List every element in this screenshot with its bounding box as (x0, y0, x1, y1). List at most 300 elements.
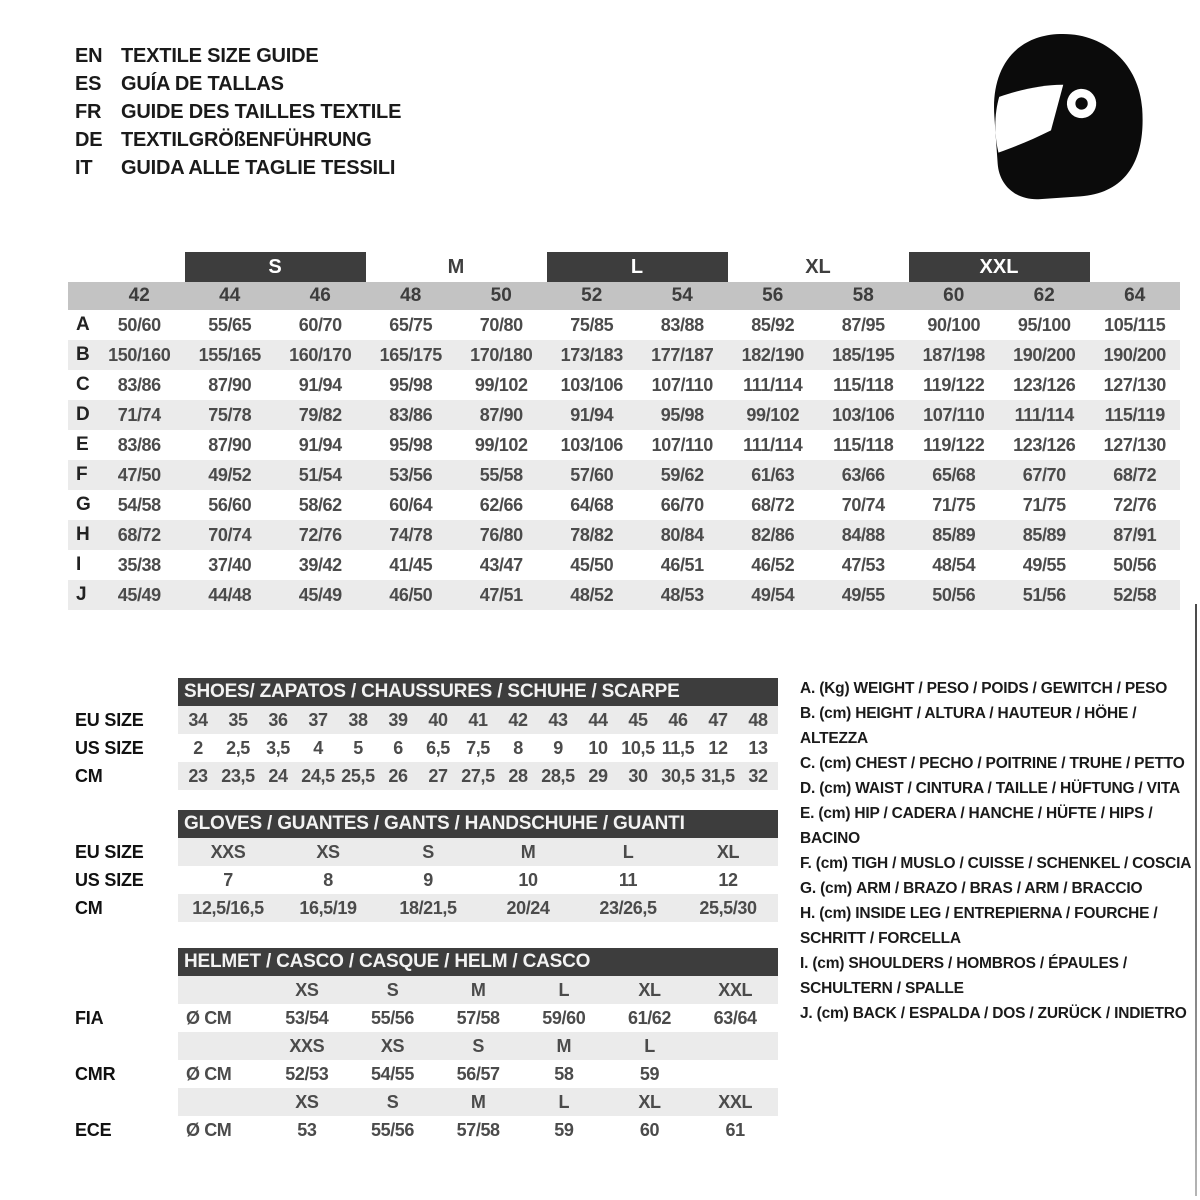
size-cell: 63/66 (841, 464, 885, 485)
row-label: B (76, 344, 90, 365)
size-cell: 45/49 (298, 584, 342, 605)
size-cell: 99/102 (746, 404, 800, 425)
helmet-value-cell: 55/56 (370, 1007, 415, 1028)
size-cell: 46/52 (751, 554, 795, 575)
size-cell: 177/187 (651, 344, 714, 365)
helmet-values-row-ece (178, 1116, 778, 1144)
language-title: GUÍA DE TALLAS (121, 73, 284, 95)
shoes-row-us (178, 734, 778, 762)
measure-row-d (68, 400, 1180, 430)
size-cell: 76/80 (479, 524, 523, 545)
helmet-size-cell: XL (638, 1091, 661, 1112)
size-cell: 68/72 (751, 494, 795, 515)
size-cell: 91/94 (298, 434, 342, 455)
size-cell: 51/54 (298, 464, 342, 485)
helmet-size-cell: M (470, 979, 486, 1000)
size-cell: 91/94 (298, 374, 342, 395)
size-number-cell: 42 (128, 285, 150, 306)
shoes-cell: 30 (628, 765, 648, 786)
legend-unit: (cm) (819, 705, 852, 722)
language-code: EN (75, 45, 103, 67)
diameter-unit-label: Ø CM (186, 1007, 232, 1028)
helmet-values-row-cmr (178, 1060, 778, 1088)
helmet-value-cell: 53/54 (285, 1007, 329, 1028)
legend-key: J. (800, 1005, 813, 1022)
page-edge-line (1195, 604, 1197, 1196)
gloves-table-header: GLOVES / GUANTES / GANTS / HANDSCHUHE / GUANTI (178, 810, 778, 838)
legend-item-j (800, 1001, 1198, 1026)
size-cell: 49/54 (751, 584, 795, 605)
helmet-size-cell: XXL (718, 1091, 753, 1112)
size-cell: 87/90 (208, 374, 252, 395)
size-cell: 87/95 (841, 314, 885, 335)
size-cell: 79/82 (298, 404, 342, 425)
size-cell: 71/75 (932, 494, 976, 515)
size-cell: 75/85 (570, 314, 614, 335)
size-cell: 55/65 (208, 314, 252, 335)
legend-item-h (800, 901, 1198, 951)
shoes-cell: 40 (428, 709, 448, 730)
row-label: E (76, 434, 89, 455)
measure-row-e (68, 430, 1180, 460)
shoes-cell: 31,5 (701, 765, 735, 786)
size-cell: 53/56 (389, 464, 433, 485)
size-cell: 54/58 (117, 494, 161, 515)
shoes-cell: 48 (748, 709, 768, 730)
size-cell: 95/98 (660, 404, 704, 425)
shoes-rows (178, 706, 778, 790)
gloves-row-us (178, 866, 778, 894)
helmet-value-cell: 59/60 (542, 1007, 586, 1028)
size-cell: 80/84 (660, 524, 704, 545)
size-cell: 160/170 (289, 344, 352, 365)
helmet-sizes-row-cmr (178, 1032, 778, 1060)
language-code: FR (75, 101, 102, 123)
size-band-xl: XL (805, 255, 831, 278)
helmet-size-cell: XS (295, 1091, 319, 1112)
row-label-fia: FIA (75, 1007, 104, 1028)
size-cell: 47/50 (117, 464, 161, 485)
legend-unit: (cm) (819, 905, 852, 922)
size-number-cell: 52 (581, 285, 603, 306)
helmet-value-cell: 53 (297, 1119, 317, 1140)
size-cell: 190/200 (1103, 344, 1166, 365)
size-cell: 95/98 (389, 374, 433, 395)
helmet-value-cell: 52/53 (285, 1063, 329, 1084)
helmet-value-cell: 55/56 (370, 1119, 415, 1140)
size-cell: 43/47 (479, 554, 523, 575)
size-cell: 95/100 (1017, 314, 1071, 335)
gloves-cell: XXS (210, 841, 246, 862)
size-cell: 66/70 (660, 494, 704, 515)
size-cell: 48/54 (932, 554, 976, 575)
size-cell: 70/80 (479, 314, 523, 335)
size-cell: 85/89 (932, 524, 976, 545)
row-label-us-size: US SIZE (75, 869, 144, 890)
size-cell: 60/70 (298, 314, 342, 335)
language-title: GUIDE DES TAILLES TEXTILE (121, 101, 402, 123)
size-cell: 165/175 (379, 344, 442, 365)
size-cell: 64/68 (570, 494, 614, 515)
legend-text: WAIST / CINTURA / TAILLE / HÜFTUNG / VITA (855, 780, 1181, 797)
size-cell: 83/86 (117, 434, 161, 455)
gloves-cell: 9 (423, 869, 433, 890)
gloves-cell: 11 (618, 869, 638, 890)
gloves-cell: 10 (518, 869, 538, 890)
shoes-cell: 23 (188, 765, 208, 786)
legend-text: CHEST / PECHO / POITRINE / TRUHE / PETTO (855, 755, 1185, 772)
measure-row-j (68, 580, 1180, 610)
gloves-cell: XS (316, 841, 340, 862)
shoes-cell: 44 (588, 709, 608, 730)
size-cell: 115/119 (1104, 404, 1165, 425)
size-cell: 75/78 (208, 404, 252, 425)
size-cell: 95/98 (389, 434, 433, 455)
helmet-size-cell: S (472, 1035, 484, 1056)
size-cell: 85/89 (1022, 524, 1066, 545)
row-label: F (76, 464, 88, 485)
size-cell: 70/74 (841, 494, 885, 515)
shoes-cell: 4 (313, 737, 323, 758)
gloves-table (178, 810, 778, 922)
shoes-cell: 29 (588, 765, 608, 786)
shoes-cell: 6,5 (426, 737, 450, 758)
size-cell: 68/72 (117, 524, 161, 545)
size-cell: 83/86 (389, 404, 433, 425)
measure-rows (68, 310, 1180, 610)
gloves-cell: 7 (223, 869, 233, 890)
size-cell: 119/122 (923, 434, 985, 455)
diameter-unit-label: Ø CM (186, 1119, 232, 1140)
helmet-value-cell: 61/62 (627, 1007, 672, 1028)
size-cell: 47/53 (841, 554, 885, 575)
size-number-cell: 46 (309, 285, 331, 306)
size-cell: 103/106 (560, 374, 623, 395)
legend-unit: (cm) (812, 955, 845, 972)
legend-item-b (800, 701, 1198, 751)
size-cell: 49/55 (841, 584, 885, 605)
size-cell: 115/118 (833, 374, 894, 395)
size-cell: 82/86 (751, 524, 795, 545)
legend-key: F. (800, 855, 812, 872)
size-cell: 56/60 (208, 494, 252, 515)
shoes-cell: 24,5 (301, 765, 335, 786)
legend-key: H. (800, 905, 816, 922)
legend-unit: (cm) (819, 780, 852, 797)
language-item (75, 98, 401, 126)
measure-row-a (68, 310, 1180, 340)
size-number-cell: 50 (490, 285, 512, 306)
shoes-cell: 43 (548, 709, 568, 730)
size-cell: 72/76 (298, 524, 342, 545)
measure-row-c (68, 370, 1180, 400)
row-label-us-size: US SIZE (75, 737, 144, 758)
shoes-cell: 10 (588, 737, 608, 758)
shoes-cell: 23,5 (221, 765, 255, 786)
size-cell: 47/51 (479, 584, 523, 605)
shoes-cell: 41 (468, 709, 488, 730)
measurement-legend (800, 676, 1198, 1026)
size-cell: 67/70 (1022, 464, 1066, 485)
size-cell: 46/50 (389, 584, 433, 605)
size-cell: 71/75 (1022, 494, 1066, 515)
size-cell: 83/88 (660, 314, 704, 335)
size-cell: 127/130 (1103, 374, 1166, 395)
size-number-cell: 60 (943, 285, 965, 306)
size-cell: 127/130 (1103, 434, 1166, 455)
size-band-s: S (185, 252, 366, 282)
size-cell: 57/60 (570, 464, 614, 485)
size-cell: 111/114 (1014, 404, 1074, 425)
size-cell: 61/63 (751, 464, 795, 485)
size-number-cell: 56 (762, 285, 784, 306)
size-cell: 44/48 (208, 584, 252, 605)
size-cell: 62/66 (479, 494, 523, 515)
size-cell: 50/56 (932, 584, 976, 605)
size-number-cell: 64 (1124, 285, 1146, 306)
helmet-size-cell: L (558, 1091, 570, 1112)
legend-unit: (Kg) (819, 680, 850, 697)
legend-item-i (800, 951, 1198, 1001)
shoes-row-cm (178, 762, 778, 790)
size-cell: 46/51 (660, 554, 704, 575)
diameter-unit-label: Ø CM (186, 1063, 232, 1084)
size-cell: 49/55 (1022, 554, 1066, 575)
size-cell: 50/60 (117, 314, 161, 335)
size-cell: 83/86 (117, 374, 161, 395)
legend-key: D. (800, 780, 816, 797)
size-cell: 45/50 (570, 554, 614, 575)
gloves-cell: XL (716, 841, 740, 862)
language-item (75, 154, 401, 182)
measure-row-i (68, 550, 1180, 580)
legend-unit: (cm) (818, 805, 851, 822)
size-cell: 55/58 (479, 464, 523, 485)
shoes-cell: 10,5 (621, 737, 655, 758)
size-band-xxl: XXL (909, 252, 1090, 282)
helmet-value-cell: 56/57 (456, 1063, 500, 1084)
language-title: TEXTILGRÖßENFÜHRUNG (121, 129, 372, 151)
size-cell: 99/102 (474, 374, 528, 395)
shoes-cell: 38 (348, 709, 368, 730)
shoes-cell: 26 (388, 765, 408, 786)
row-label-ece: ECE (75, 1119, 112, 1140)
size-cell: 170/180 (470, 344, 533, 365)
size-cell: 35/38 (117, 554, 161, 575)
measure-row-g (68, 490, 1180, 520)
measure-row-h (68, 520, 1180, 550)
shoes-cell: 2,5 (226, 737, 250, 758)
legend-text: HIP / CADERA / HANCHE / HÜFTE / HIPS / BACINO (800, 805, 1153, 847)
helmet-size-cell: XL (638, 979, 661, 1000)
language-code: ES (75, 73, 102, 95)
legend-item-f (800, 851, 1198, 876)
size-cell: 150/160 (108, 344, 171, 365)
size-cell: 182/190 (741, 344, 804, 365)
helmet-table (178, 948, 778, 1144)
textile-size-table (68, 252, 1180, 610)
shoes-cell: 36 (268, 709, 288, 730)
size-cell: 105/115 (1104, 314, 1166, 335)
shoes-cell: 24 (268, 765, 288, 786)
shoes-cell: 2 (193, 737, 203, 758)
shoes-cell: 39 (388, 709, 408, 730)
size-cell: 111/114 (743, 374, 803, 395)
helmet-table-header: HELMET / CASCO / CASQUE / HELM / CASCO (178, 948, 778, 976)
size-cell: 103/106 (560, 434, 623, 455)
legend-item-d (800, 776, 1198, 801)
size-cell: 103/106 (832, 404, 895, 425)
gloves-cell: L (622, 841, 634, 862)
size-number-cell: 62 (1033, 285, 1055, 306)
size-cell: 91/94 (570, 404, 614, 425)
legend-text: ARM / BRAZO / BRAS / ARM / BRACCIO (856, 880, 1143, 897)
legend-item-e (800, 801, 1198, 851)
shoes-cell: 34 (188, 709, 208, 730)
language-title: GUIDA ALLE TAGLIE TESSILI (121, 157, 396, 179)
gloves-cell: 25,5/30 (699, 897, 757, 918)
helmet-sizes-row-fia (178, 976, 778, 1004)
size-cell: 187/198 (922, 344, 985, 365)
row-label: D (76, 404, 90, 425)
legend-text: SHOULDERS / HOMBROS / ÉPAULES / SCHULTERN / SPALLE (800, 955, 1127, 997)
legend-item-a (800, 676, 1198, 701)
legend-unit: (cm) (820, 880, 853, 897)
size-cell: 155/165 (198, 344, 261, 365)
helmet-size-cell: XS (380, 1035, 405, 1056)
row-label: H (76, 524, 90, 545)
legend-key: I. (800, 955, 809, 972)
gloves-cell: 8 (323, 869, 333, 890)
row-label-cm: CM (75, 765, 103, 786)
size-band-row (68, 252, 1180, 282)
size-cell: 119/122 (923, 374, 985, 395)
helmet-size-cell: L (644, 1035, 655, 1056)
shoes-cell: 28,5 (541, 765, 575, 786)
helmet-size-cell: M (470, 1091, 486, 1112)
size-cell: 39/42 (298, 554, 342, 575)
shoes-cell: 6 (393, 737, 403, 758)
size-cell: 70/74 (208, 524, 252, 545)
size-cell: 65/75 (389, 314, 433, 335)
helmet-value-cell: 57/58 (456, 1119, 500, 1140)
size-cell: 173/183 (560, 344, 623, 365)
size-cell: 68/72 (1113, 464, 1157, 485)
size-cell: 107/110 (923, 404, 985, 425)
row-label-cmr: CMR (75, 1063, 116, 1084)
shoes-cell: 9 (553, 737, 563, 758)
row-label: J (76, 584, 87, 605)
helmet-value-cell: 59 (554, 1119, 574, 1140)
helmet-value-cell: 58 (554, 1063, 574, 1084)
language-list (75, 42, 401, 182)
shoes-cell: 37 (308, 709, 328, 730)
size-cell: 123/126 (1013, 434, 1076, 455)
legend-key: E. (800, 805, 815, 822)
shoes-cell: 5 (353, 737, 363, 758)
size-cell: 111/114 (743, 434, 803, 455)
helmet-size-cell: L (558, 979, 570, 1000)
size-cell: 87/90 (208, 434, 252, 455)
shoes-row-eu (178, 706, 778, 734)
size-cell: 107/110 (651, 374, 713, 395)
row-label: C (76, 374, 90, 395)
gloves-cell: 20/24 (506, 897, 550, 918)
size-number-cell: 54 (671, 285, 693, 306)
size-cell: 48/52 (570, 584, 614, 605)
size-cell: 52/58 (1113, 584, 1157, 605)
gloves-cell: 23/26,5 (599, 897, 657, 918)
size-cell: 49/52 (208, 464, 252, 485)
legend-unit: (cm) (819, 755, 852, 772)
size-cell: 84/88 (841, 524, 885, 545)
language-item (75, 126, 401, 154)
helmet-sizes-row-ece (178, 1088, 778, 1116)
helmet-size-cell: S (386, 979, 399, 1000)
shoes-cell: 47 (708, 709, 728, 730)
gloves-cell: 12,5/16,5 (192, 897, 264, 918)
size-cell: 65/68 (932, 464, 976, 485)
language-item (75, 70, 401, 98)
legend-text: TIGH / MUSLO / CUISSE / SCHENKEL / COSCIA (851, 855, 1192, 872)
shoes-cell: 42 (508, 709, 528, 730)
shoes-cell: 12 (708, 737, 728, 758)
legend-key: A. (800, 680, 816, 697)
size-cell: 90/100 (927, 314, 981, 335)
legend-unit: (cm) (815, 855, 848, 872)
row-label-eu-size: EU SIZE (75, 709, 144, 730)
size-cell: 60/64 (389, 494, 433, 515)
shoes-cell: 27,5 (461, 765, 495, 786)
legend-item-g (800, 876, 1198, 901)
size-cell: 99/102 (474, 434, 528, 455)
size-cell: 78/82 (570, 524, 614, 545)
row-label: A (76, 314, 90, 335)
size-cell: 123/126 (1013, 374, 1076, 395)
language-code: IT (75, 157, 93, 179)
shoes-cell: 46 (668, 709, 688, 730)
shoes-cell: 32 (748, 765, 768, 786)
legend-key: C. (800, 755, 816, 772)
row-label-eu-size: EU SIZE (75, 841, 144, 862)
shoes-table (178, 678, 778, 790)
helmet-rows (178, 976, 778, 1144)
legend-text: BACK / ESPALDA / DOS / ZURÜCK / INDIETRO (852, 1005, 1187, 1022)
size-cell: 74/78 (389, 524, 433, 545)
helmet-size-cell: XXL (718, 979, 753, 1000)
size-number-cell: 58 (852, 285, 874, 306)
helmet-value-cell: 60 (639, 1119, 660, 1140)
size-cell: 107/110 (651, 434, 713, 455)
shoes-cell: 13 (748, 737, 768, 758)
measure-row-f (68, 460, 1180, 490)
shoes-table-header: SHOES/ ZAPATOS / CHAUSSURES / SCHUHE / SCARPE (178, 678, 778, 706)
legend-text: WEIGHT / PESO / POIDS / GEWITCH / PESO (853, 680, 1168, 697)
size-cell: 87/90 (479, 404, 523, 425)
size-cell: 71/74 (117, 404, 161, 425)
size-cell: 48/53 (660, 584, 704, 605)
size-cell: 58/62 (298, 494, 342, 515)
size-cell: 185/195 (832, 344, 895, 365)
size-cell: 45/49 (117, 584, 161, 605)
legend-unit: (cm) (816, 1005, 849, 1022)
size-cell: 37/40 (208, 554, 252, 575)
gloves-cell: S (422, 841, 434, 862)
helmet-values-row-fia (178, 1004, 778, 1032)
size-band-m: M (447, 255, 465, 278)
gloves-cell: 18/21,5 (399, 897, 457, 918)
gloves-row-eu (178, 838, 778, 866)
